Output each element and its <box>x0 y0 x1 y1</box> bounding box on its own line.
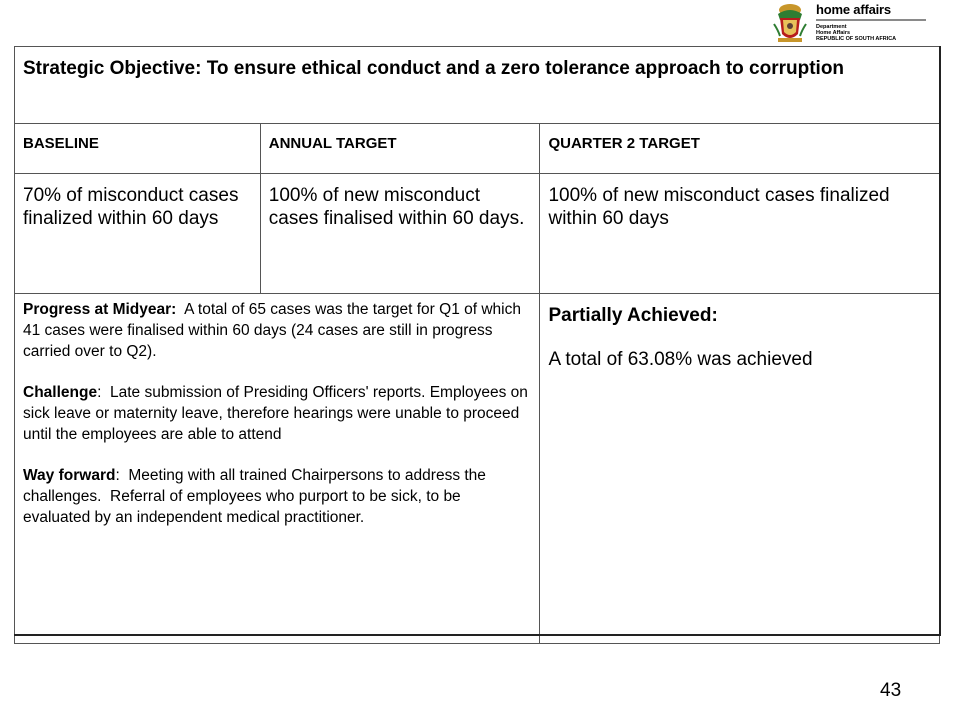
coat-of-arms-icon <box>770 0 810 46</box>
progress-details <box>15 294 540 644</box>
logo-sub-line: Home Affairs <box>816 30 851 36</box>
status-detail: A total of 63.08% was achieved <box>548 349 813 370</box>
table-shadow-bottom <box>14 634 941 636</box>
header-row <box>15 124 940 174</box>
objective-table <box>14 46 940 644</box>
way-forward-paragraph <box>23 465 531 528</box>
challenge-paragraph <box>23 382 531 445</box>
page-number: 43 <box>880 680 902 701</box>
baseline-value: 70% of misconduct cases finalized within 60 days <box>15 174 261 294</box>
midyear-label: Progress at Midyear: <box>23 301 177 318</box>
logo-sub-line: Department <box>816 24 847 30</box>
status-cell <box>540 294 940 644</box>
way-forward-text: : Meeting with all trained Chairpersons to address the challenges. Referral of employees who purport to be sick, to be evaluated by an independent medical practitioner. <box>23 467 491 526</box>
header-quarter-target: QUARTER 2 TARGET <box>540 124 940 174</box>
way-forward-label: Way forward <box>23 467 116 484</box>
header-annual-target: ANNUAL TARGET <box>260 124 540 174</box>
table-shadow-right <box>939 46 941 636</box>
quarter-target-value: 100% of new misconduct cases finalized within 60 days <box>540 174 940 294</box>
header-baseline: BASELINE <box>15 124 261 174</box>
logo-title: home affairs <box>816 2 891 17</box>
midyear-text: A total of 65 cases was the target for Q1 of which 41 cases were finalised within 60 days (24 cases are still in progress carried over to Q2). <box>23 301 526 360</box>
status-label: Partially Achieved: <box>548 305 718 326</box>
challenge-label: Challenge <box>23 384 98 401</box>
logo-sub-line: REPUBLIC OF SOUTH AFRICA <box>816 36 897 42</box>
strategic-objective: Strategic Objective: To ensure ethical conduct and a zero tolerance approach to corruption <box>15 47 940 124</box>
logo-divider <box>816 19 926 21</box>
annual-target-value: 100% of new misconduct cases finalised within 60 days. <box>260 174 540 294</box>
midyear-paragraph <box>23 299 531 362</box>
challenge-text: : Late submission of Presiding Officers' reports. Employees on sick leave or maternity leave, therefore hearings were unable to proceed until the employees are able to attend <box>23 384 533 443</box>
department-logo <box>770 0 930 46</box>
values-row <box>15 174 940 294</box>
progress-row <box>15 294 940 644</box>
objective-row <box>15 47 940 124</box>
